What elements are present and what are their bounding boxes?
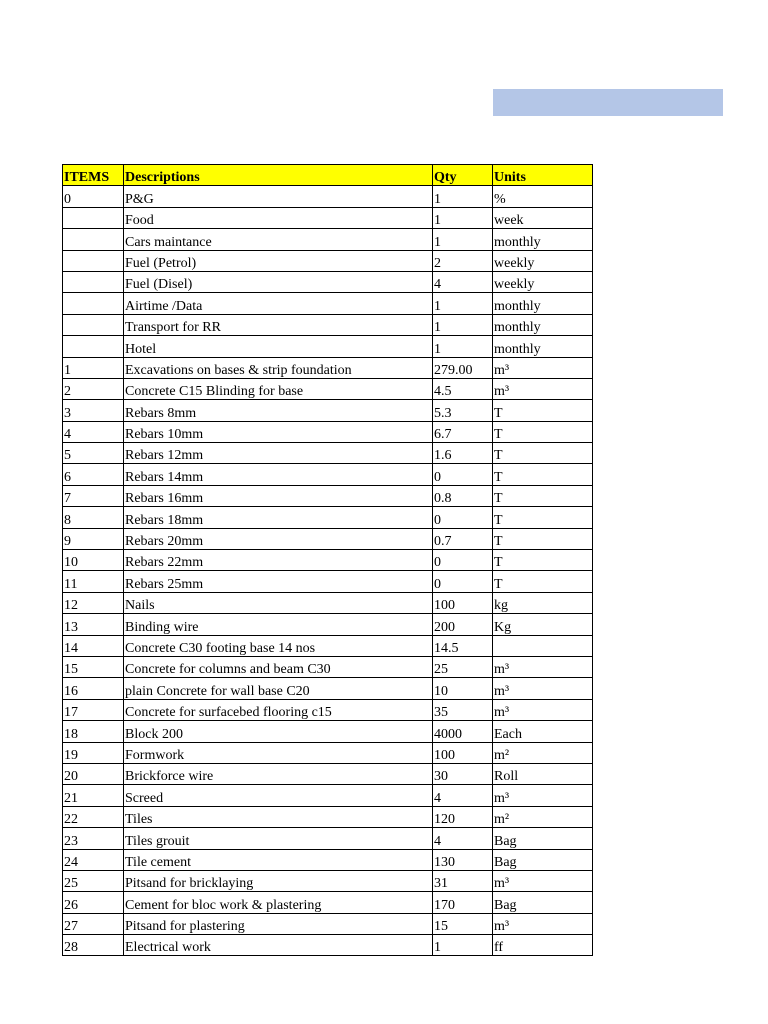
qty-cell: 6.7 <box>433 421 493 442</box>
qty-cell: 170 <box>433 892 493 913</box>
description-cell: Rebars 25mm <box>124 571 433 592</box>
table-row <box>63 785 593 806</box>
table-row <box>63 186 593 207</box>
table-row <box>63 314 593 335</box>
description-cell: Tiles grouit <box>124 828 433 849</box>
qty-cell: 1 <box>433 293 493 314</box>
table-row <box>63 828 593 849</box>
description-cell: Rebars 14mm <box>124 464 433 485</box>
unit-cell: T <box>493 485 593 506</box>
item-cell: 15 <box>63 656 124 677</box>
item-cell: 10 <box>63 550 124 571</box>
unit-cell: T <box>493 400 593 421</box>
table-row <box>63 293 593 314</box>
unit-cell: Bag <box>493 849 593 870</box>
item-cell: 22 <box>63 806 124 827</box>
qty-cell: 30 <box>433 763 493 784</box>
qty-cell: 120 <box>433 806 493 827</box>
item-cell <box>63 293 124 314</box>
description-cell: Cars maintance <box>124 229 433 250</box>
qty-cell: 4 <box>433 785 493 806</box>
qty-cell: 0 <box>433 571 493 592</box>
table-row <box>63 443 593 464</box>
description-cell: Rebars 8mm <box>124 400 433 421</box>
unit-cell: Bag <box>493 892 593 913</box>
description-cell: Rebars 20mm <box>124 528 433 549</box>
qty-cell: 0 <box>433 507 493 528</box>
table-row <box>63 485 593 506</box>
table-header-row <box>63 165 593 186</box>
qty-cell: 5.3 <box>433 400 493 421</box>
unit-cell: m³ <box>493 870 593 891</box>
item-cell: 5 <box>63 443 124 464</box>
description-cell: Formwork <box>124 742 433 763</box>
description-cell: Electrical work <box>124 935 433 956</box>
table-row <box>63 656 593 677</box>
unit-cell: m³ <box>493 656 593 677</box>
unit-cell: monthly <box>493 293 593 314</box>
table-row <box>63 721 593 742</box>
item-cell: 6 <box>63 464 124 485</box>
table-row <box>63 678 593 699</box>
unit-cell: T <box>493 464 593 485</box>
table-row <box>63 849 593 870</box>
qty-cell: 4 <box>433 828 493 849</box>
qty-cell: 0 <box>433 550 493 571</box>
item-cell: 21 <box>63 785 124 806</box>
qty-cell: 1 <box>433 229 493 250</box>
table-row <box>63 870 593 891</box>
description-cell: plain Concrete for wall base C20 <box>124 678 433 699</box>
description-cell: Screed <box>124 785 433 806</box>
qty-cell: 100 <box>433 742 493 763</box>
item-cell <box>63 229 124 250</box>
table-row <box>63 271 593 292</box>
unit-cell: T <box>493 443 593 464</box>
unit-cell: week <box>493 207 593 228</box>
item-cell: 14 <box>63 635 124 656</box>
description-cell: Block 200 <box>124 721 433 742</box>
table-row <box>63 699 593 720</box>
unit-cell: % <box>493 186 593 207</box>
description-cell: Concrete C15 Blinding for base <box>124 378 433 399</box>
table-row <box>63 592 593 613</box>
qty-cell: 1 <box>433 207 493 228</box>
description-cell: Food <box>124 207 433 228</box>
unit-cell: Bag <box>493 828 593 849</box>
item-cell: 2 <box>63 378 124 399</box>
unit-cell <box>493 635 593 656</box>
unit-cell: T <box>493 421 593 442</box>
item-cell: 7 <box>63 485 124 506</box>
table-row <box>63 528 593 549</box>
qty-cell: 10 <box>433 678 493 699</box>
unit-cell: T <box>493 571 593 592</box>
unit-cell: Roll <box>493 763 593 784</box>
item-cell: 0 <box>63 186 124 207</box>
description-cell: Concrete for columns and beam C30 <box>124 656 433 677</box>
qty-cell: 35 <box>433 699 493 720</box>
item-cell <box>63 250 124 271</box>
table-row <box>63 378 593 399</box>
table-row <box>63 635 593 656</box>
table-row <box>63 250 593 271</box>
qty-cell: 4 <box>433 271 493 292</box>
unit-cell: m² <box>493 742 593 763</box>
qty-cell: 130 <box>433 849 493 870</box>
qty-cell: 4000 <box>433 721 493 742</box>
description-cell: Rebars 12mm <box>124 443 433 464</box>
table-row <box>63 229 593 250</box>
table-row <box>63 400 593 421</box>
qty-cell: 1.6 <box>433 443 493 464</box>
unit-cell: ff <box>493 935 593 956</box>
qty-cell: 31 <box>433 870 493 891</box>
description-cell: Cement for bloc work & plastering <box>124 892 433 913</box>
qty-cell: 1 <box>433 314 493 335</box>
description-cell: Tiles <box>124 806 433 827</box>
table-row <box>63 207 593 228</box>
unit-cell: Kg <box>493 614 593 635</box>
description-cell: Rebars 10mm <box>124 421 433 442</box>
item-cell: 11 <box>63 571 124 592</box>
table-row <box>63 571 593 592</box>
unit-cell: m³ <box>493 678 593 699</box>
qty-cell: 4.5 <box>433 378 493 399</box>
header-descriptions: Descriptions <box>124 165 433 186</box>
unit-cell: m³ <box>493 699 593 720</box>
highlighted-cell-range <box>493 89 723 116</box>
item-cell: 17 <box>63 699 124 720</box>
qty-cell: 1 <box>433 935 493 956</box>
qty-cell: 14.5 <box>433 635 493 656</box>
header-units: Units <box>493 165 593 186</box>
qty-cell: 25 <box>433 656 493 677</box>
table-row <box>63 421 593 442</box>
table-row <box>63 357 593 378</box>
qty-cell: 0 <box>433 464 493 485</box>
description-cell: Airtime /Data <box>124 293 433 314</box>
item-cell: 12 <box>63 592 124 613</box>
table-row <box>63 336 593 357</box>
table-row <box>63 892 593 913</box>
description-cell: Fuel (Disel) <box>124 271 433 292</box>
unit-cell: monthly <box>493 336 593 357</box>
description-cell: Binding wire <box>124 614 433 635</box>
qty-cell: 100 <box>433 592 493 613</box>
item-cell: 26 <box>63 892 124 913</box>
unit-cell: kg <box>493 592 593 613</box>
unit-cell: m² <box>493 806 593 827</box>
description-cell: Transport for RR <box>124 314 433 335</box>
qty-cell: 1 <box>433 186 493 207</box>
unit-cell: m³ <box>493 785 593 806</box>
unit-cell: m³ <box>493 378 593 399</box>
qty-cell: 279.00 <box>433 357 493 378</box>
qty-cell: 0.8 <box>433 485 493 506</box>
item-cell: 28 <box>63 935 124 956</box>
description-cell: Tile cement <box>124 849 433 870</box>
item-cell: 13 <box>63 614 124 635</box>
unit-cell: m³ <box>493 913 593 934</box>
item-cell <box>63 336 124 357</box>
item-cell: 4 <box>63 421 124 442</box>
qty-cell: 2 <box>433 250 493 271</box>
item-cell <box>63 207 124 228</box>
item-cell <box>63 314 124 335</box>
description-cell: Pitsand for bricklaying <box>124 870 433 891</box>
qty-cell: 1 <box>433 336 493 357</box>
qty-cell: 15 <box>433 913 493 934</box>
description-cell: P&G <box>124 186 433 207</box>
item-cell: 18 <box>63 721 124 742</box>
unit-cell: T <box>493 528 593 549</box>
table-row <box>63 507 593 528</box>
description-cell: Excavations on bases & strip foundation <box>124 357 433 378</box>
unit-cell: weekly <box>493 271 593 292</box>
item-cell: 24 <box>63 849 124 870</box>
unit-cell: monthly <box>493 229 593 250</box>
item-cell: 3 <box>63 400 124 421</box>
unit-cell: Each <box>493 721 593 742</box>
description-cell: Concrete C30 footing base 14 nos <box>124 635 433 656</box>
table-row <box>63 763 593 784</box>
table-row <box>63 550 593 571</box>
header-qty: Qty <box>433 165 493 186</box>
description-cell: Fuel (Petrol) <box>124 250 433 271</box>
item-cell: 20 <box>63 763 124 784</box>
item-cell: 8 <box>63 507 124 528</box>
description-cell: Brickforce wire <box>124 763 433 784</box>
description-cell: Rebars 16mm <box>124 485 433 506</box>
unit-cell: T <box>493 550 593 571</box>
description-cell: Rebars 18mm <box>124 507 433 528</box>
table-row <box>63 935 593 956</box>
unit-cell: weekly <box>493 250 593 271</box>
item-cell: 16 <box>63 678 124 699</box>
item-cell <box>63 271 124 292</box>
item-cell: 23 <box>63 828 124 849</box>
item-cell: 19 <box>63 742 124 763</box>
description-cell: Hotel <box>124 336 433 357</box>
item-cell: 25 <box>63 870 124 891</box>
description-cell: Concrete for surfacebed flooring c15 <box>124 699 433 720</box>
table-row <box>63 614 593 635</box>
unit-cell: monthly <box>493 314 593 335</box>
table-row <box>63 806 593 827</box>
table-row <box>63 742 593 763</box>
unit-cell: m³ <box>493 357 593 378</box>
qty-cell: 200 <box>433 614 493 635</box>
header-items: ITEMS <box>63 165 124 186</box>
item-cell: 1 <box>63 357 124 378</box>
item-cell: 27 <box>63 913 124 934</box>
bill-of-quantities-table <box>62 164 593 956</box>
description-cell: Pitsand for plastering <box>124 913 433 934</box>
table-row <box>63 913 593 934</box>
item-cell: 9 <box>63 528 124 549</box>
description-cell: Nails <box>124 592 433 613</box>
qty-cell: 0.7 <box>433 528 493 549</box>
table-row <box>63 464 593 485</box>
description-cell: Rebars 22mm <box>124 550 433 571</box>
unit-cell: T <box>493 507 593 528</box>
